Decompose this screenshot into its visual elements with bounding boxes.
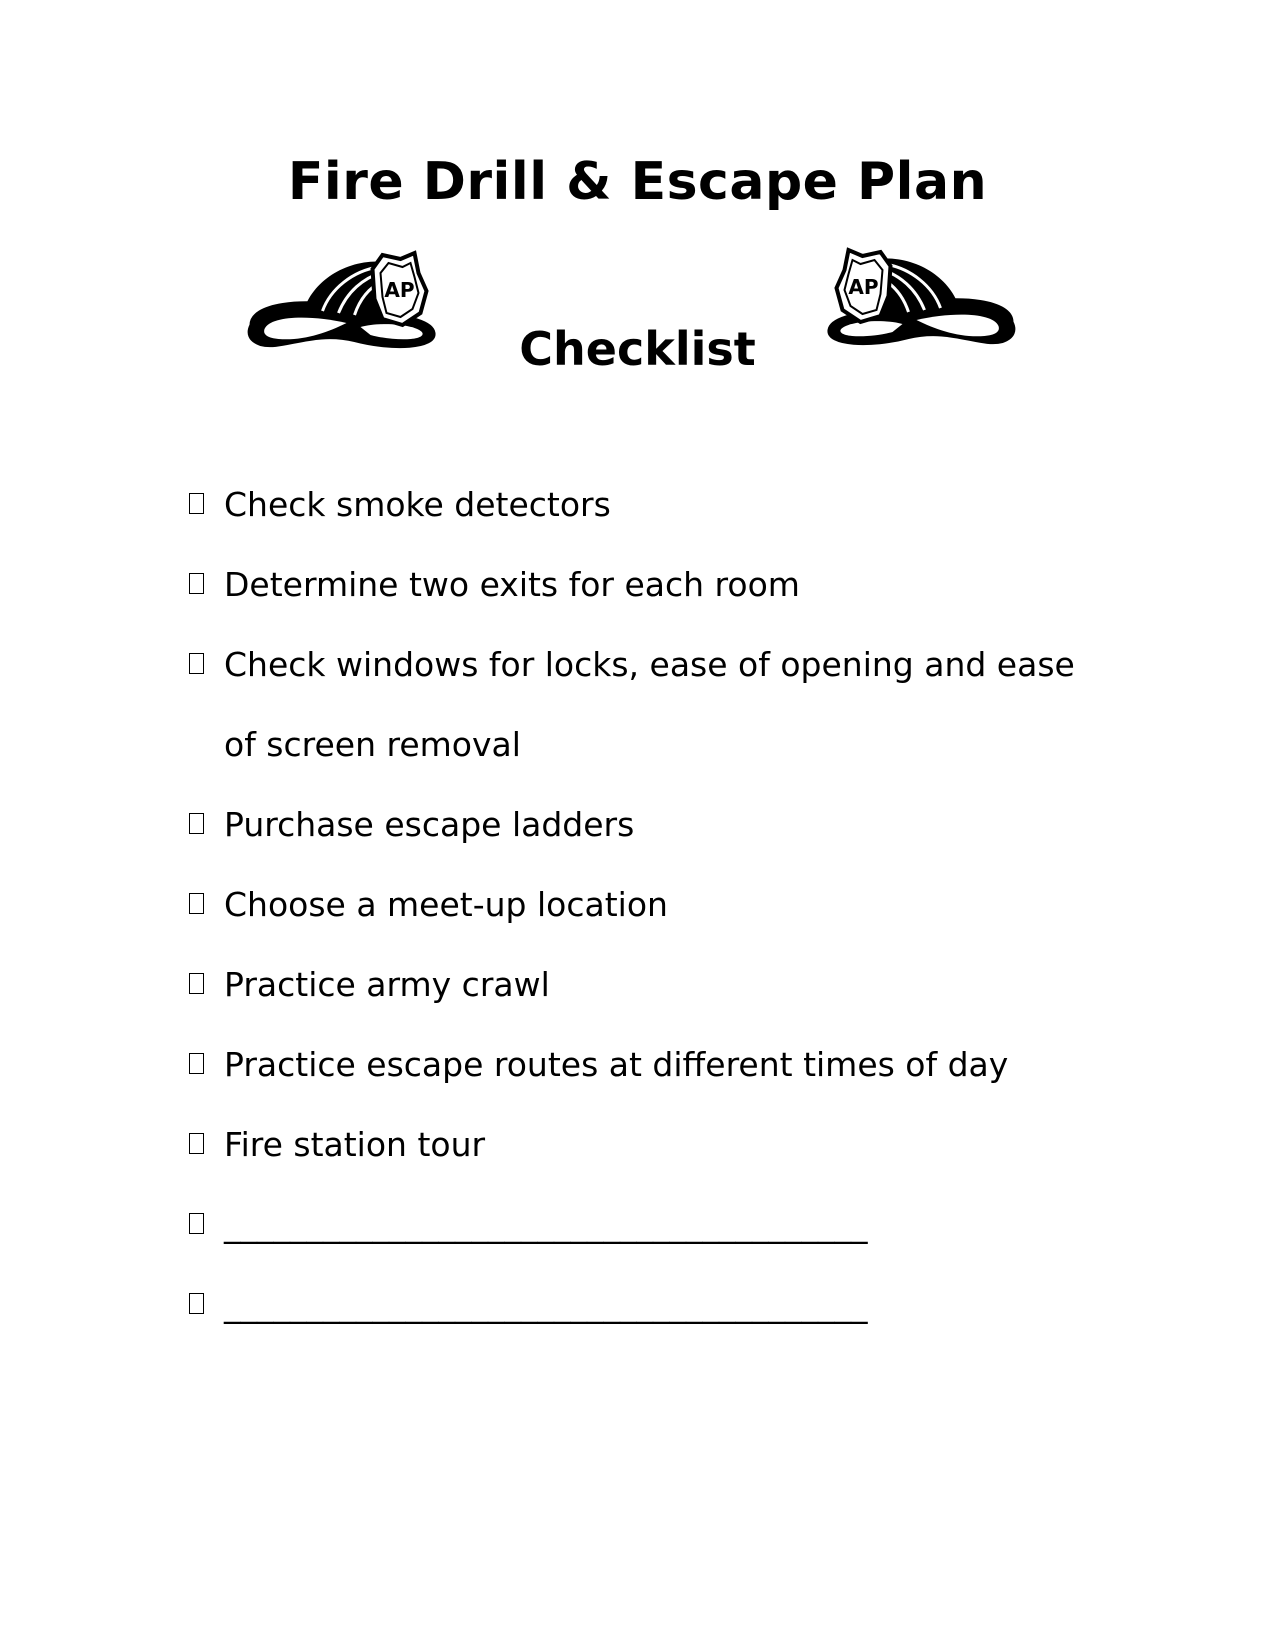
blank-write-in-line[interactable]: _______________________________________ xyxy=(224,1205,868,1244)
checkbox[interactable] xyxy=(189,813,204,834)
checklist-item-text: Choose a meet-up location xyxy=(224,885,668,924)
checkbox[interactable] xyxy=(189,893,204,914)
checkbox[interactable] xyxy=(189,1213,204,1234)
checkbox[interactable] xyxy=(189,1053,204,1074)
page-title: Fire Drill & Escape Plan xyxy=(287,152,988,212)
checklist xyxy=(185,465,1115,1345)
checkbox[interactable] xyxy=(189,973,204,994)
checklist-item xyxy=(185,465,1115,545)
checklist-item xyxy=(185,865,1115,945)
checklist-item-text: Check windows for locks, ease of opening and ease of screen removal xyxy=(224,645,1075,764)
checklist-item-text: Check smoke detectors xyxy=(224,485,611,524)
checklist-item-text: Fire station tour xyxy=(224,1125,486,1164)
checklist-item xyxy=(185,945,1115,1025)
checklist-heading: Checklist xyxy=(519,322,756,376)
firefighter-helmet-icon xyxy=(818,242,1023,367)
checklist-item-text: Practice army crawl xyxy=(224,965,550,1004)
blank-write-in-line[interactable]: _______________________________________ xyxy=(224,1285,868,1324)
checklist-item-text: Practice escape routes at different times of day xyxy=(224,1045,1009,1084)
checklist-item-text: Determine two exits for each room xyxy=(224,565,800,604)
checklist-item xyxy=(185,785,1115,865)
checkbox[interactable] xyxy=(189,493,204,514)
checklist-item xyxy=(185,1105,1115,1185)
checkbox[interactable] xyxy=(189,653,204,674)
checkbox[interactable] xyxy=(189,1133,204,1154)
checklist-item xyxy=(185,625,1115,785)
checkbox[interactable] xyxy=(189,1293,204,1314)
checkbox[interactable] xyxy=(189,573,204,594)
checklist-item xyxy=(185,1025,1115,1105)
checklist-item-blank xyxy=(185,1265,1115,1345)
helmet-badge-label: AP xyxy=(384,278,415,302)
checklist-item-blank xyxy=(185,1185,1115,1265)
helmet-badge-label: AP xyxy=(848,275,879,299)
checklist-item-text: Purchase escape ladders xyxy=(224,805,635,844)
checklist-item xyxy=(185,545,1115,625)
